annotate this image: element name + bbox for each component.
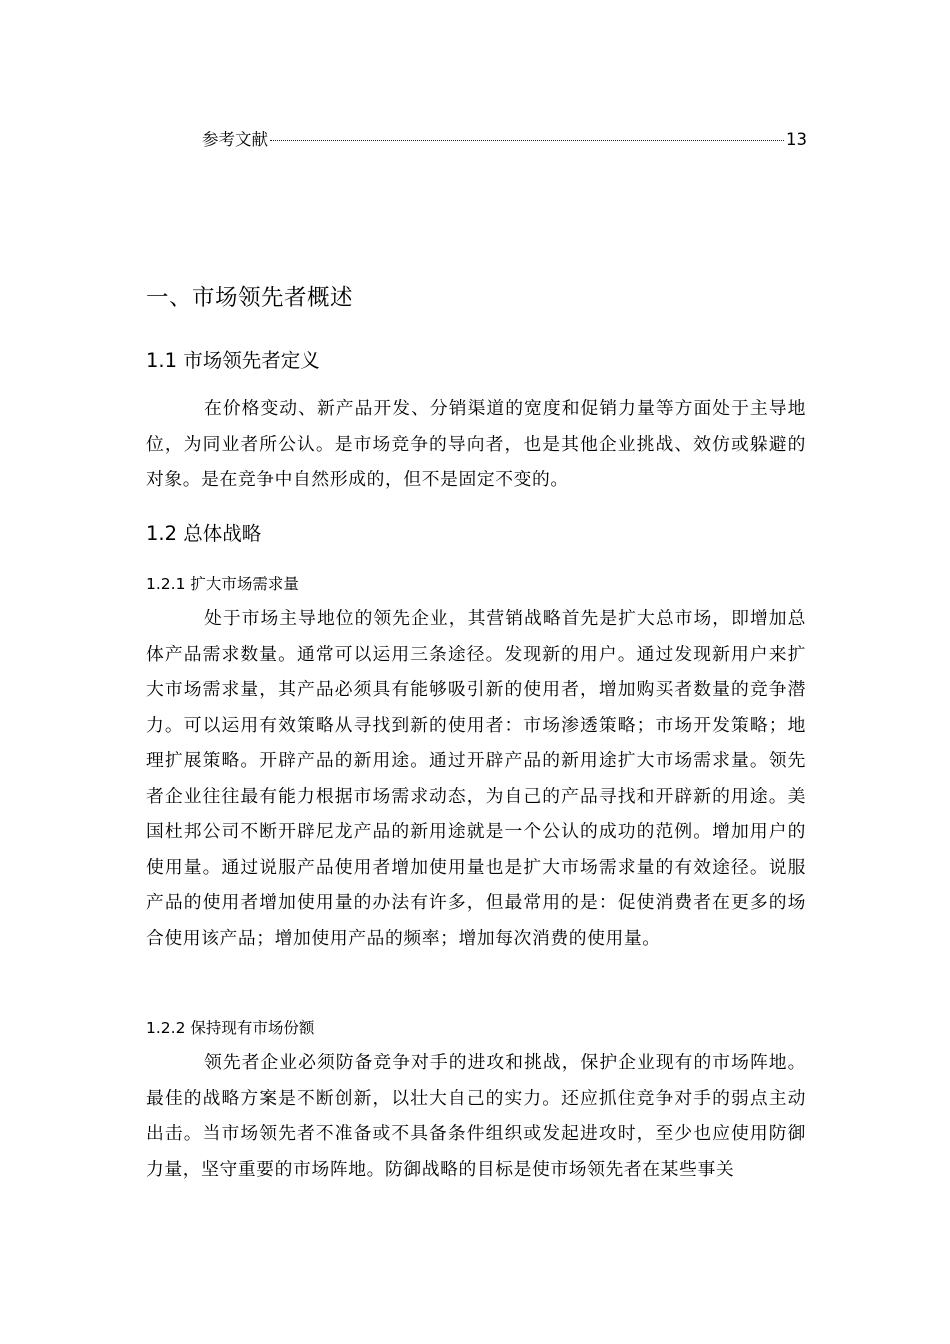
- section-1-1-paragraph: 在价格变动、新产品开发、分销渠道的宽度和促销力量等方面处于主导地位，为同业者所公认。是市场竞争的导向者，也是其他企业挑战、效仿或躲避的对象。是在竞争中自然形成的，但不是固定不变的。: [146, 398, 806, 490]
- toc-dot-leader: [270, 140, 784, 141]
- chapter-heading: 一、市场领先者概述: [146, 285, 354, 311]
- subsection-1-2-1-paragraph: 处于市场主导地位的领先企业，其营销战略首先是扩大总市场，即增加总体产品需求数量。通常可以运用三条途径。发现新的用户。通过发现新用户来扩大市场需求量，其产品必须具有能够吸引新的使用者，增加购买者数量的竞争潜力。可以运用有效策略从寻找到新的使用者：市场渗透策略；市场开发策略；地理扩展策略。开辟产品的新用途。通过开辟产品的新用途扩大市场需求量。领先者企业往往最有能力根据市场需求动态，为自己的产品寻找和开辟新的用途。美国杜邦公司不断开辟尼龙产品的新用途就是一个公认的成功的范例。增加用户的使用量。通过说服产品使用者增加使用量也是扩大市场需求量的有效途径。说服产品的使用者增加使用量的办法有许多，但最常用的是：促使消费者在更多的场合使用该产品；增加使用产品的频率；增加每次消费的使用量。: [146, 608, 806, 949]
- subsection-1-2-2-paragraph: 领先者企业必须防备竞争对手的进攻和挑战，保护企业现有的市场阵地。最佳的战略方案是不断创新，以壮大自己的实力。还应抓住竞争对手的弱点主动出击。当市场领先者不准备或不具备条件组织或发起进攻时，至少也应使用防御力量，坚守重要的市场阵地。防御战略的目标是使市场领先者在某些事关: [146, 1052, 806, 1180]
- toc-entry-label: 参考文献: [202, 130, 268, 149]
- subsection-heading-1-2-2: 1.2.2 保持现有市场份额: [146, 1019, 315, 1037]
- section-heading-1-2: 1.2 总体战略: [146, 522, 262, 545]
- toc-entry-page-number: 13: [786, 130, 807, 149]
- section-heading-1-1: 1.1 市场领先者定义: [146, 349, 320, 372]
- toc-entry-references[interactable]: [202, 126, 807, 152]
- subsection-heading-1-2-1: 1.2.1 扩大市场需求量: [146, 575, 299, 593]
